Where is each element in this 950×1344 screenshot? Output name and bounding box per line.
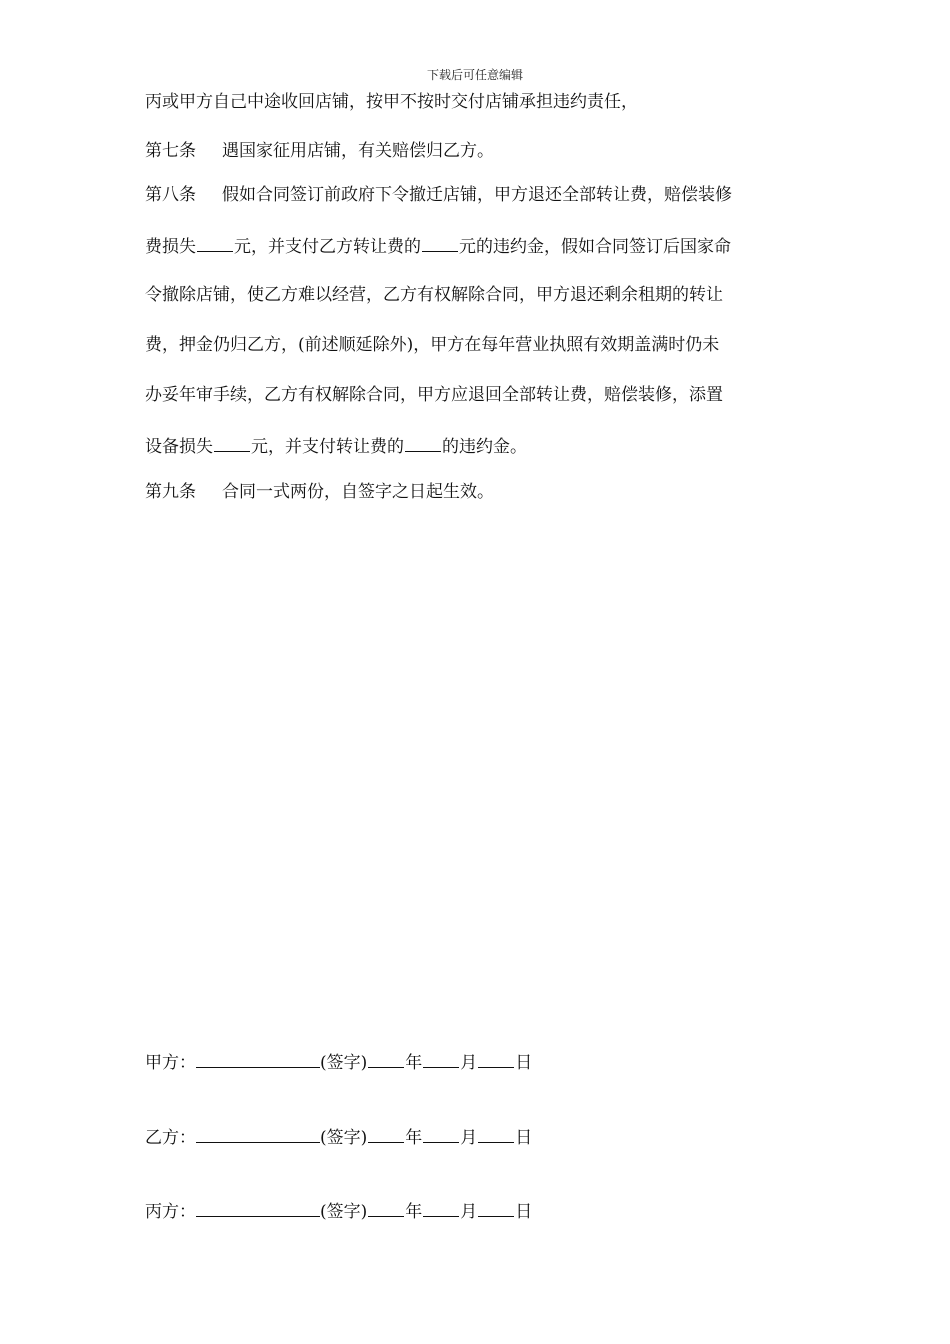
day-label: 日 [515,1202,533,1222]
clause-line-4: 令撤除店铺，使乙方难以经营，乙方有权解除合同，甲方退还剩余租期的转让 [145,285,723,305]
article-text: 合同一式两份，自签字之日起生效。 [222,482,494,502]
year-label: 年 [405,1202,423,1222]
party-label: 甲方： [145,1053,196,1073]
day-blank [478,1198,514,1217]
year-label: 年 [405,1128,423,1148]
signature-line [196,1049,320,1068]
article-text: 假如合同签订前政府下令撤迁店铺，甲方退还全部转让费，赔偿装修 [222,185,732,205]
month-label: 月 [460,1053,478,1073]
month-label: 月 [460,1128,478,1148]
day-label: 日 [515,1053,533,1073]
party-label: 丙方： [145,1202,196,1222]
text-segment: 元，并支付乙方转让费的 [234,237,421,257]
sign-label: (签字) [320,1053,368,1073]
fill-blank [422,233,458,252]
article-text: 遇国家征用店铺，有关赔偿归乙方。 [222,141,494,161]
month-blank [423,1049,459,1068]
text-segment: 元的违约金，假如合同签订后国家命 [459,237,731,257]
year-blank [368,1049,404,1068]
article-9 [145,480,810,504]
signature-row-party-b [145,1124,532,1150]
sign-label: (签字) [320,1202,368,1222]
signature-line [196,1124,320,1143]
signature-row-party-a [145,1049,532,1075]
year-label: 年 [405,1053,423,1073]
article-number: 第九条 [145,482,196,502]
year-blank [368,1198,404,1217]
clause-line-7 [145,433,810,459]
article-number: 第七条 [145,141,196,161]
signature-line [196,1198,320,1217]
party-label: 乙方： [145,1128,196,1148]
fill-blank [197,233,233,252]
clause-line-3 [145,233,810,259]
text-segment: 的违约金。 [442,437,527,457]
article-7 [145,139,810,163]
header-note: 下载后可任意编辑 [426,68,523,82]
signature-row-party-c [145,1198,532,1224]
text-segment: 设备损失 [145,437,213,457]
text-segment: 费损失 [145,237,196,257]
day-label: 日 [515,1128,533,1148]
fill-blank [405,433,441,452]
article-number: 第八条 [145,185,196,205]
day-blank [478,1049,514,1068]
month-blank [423,1198,459,1217]
clause-line-6: 办妥年审手续，乙方有权解除合同，甲方应退回全部转让费，赔偿装修，添置 [145,385,723,405]
month-label: 月 [460,1202,478,1222]
sign-label: (签字) [320,1128,368,1148]
clause-line-1: 丙或甲方自己中途收回店铺，按甲不按时交付店铺承担违约责任， [145,92,638,112]
article-8 [145,183,810,207]
day-blank [478,1124,514,1143]
year-blank [368,1124,404,1143]
month-blank [423,1124,459,1143]
text-segment: 元，并支付转让费的 [251,437,404,457]
fill-blank [214,433,250,452]
clause-line-5: 费，押金仍归乙方，(前述顺延除外)，甲方在每年营业执照有效期盖满时仍未 [145,335,720,355]
